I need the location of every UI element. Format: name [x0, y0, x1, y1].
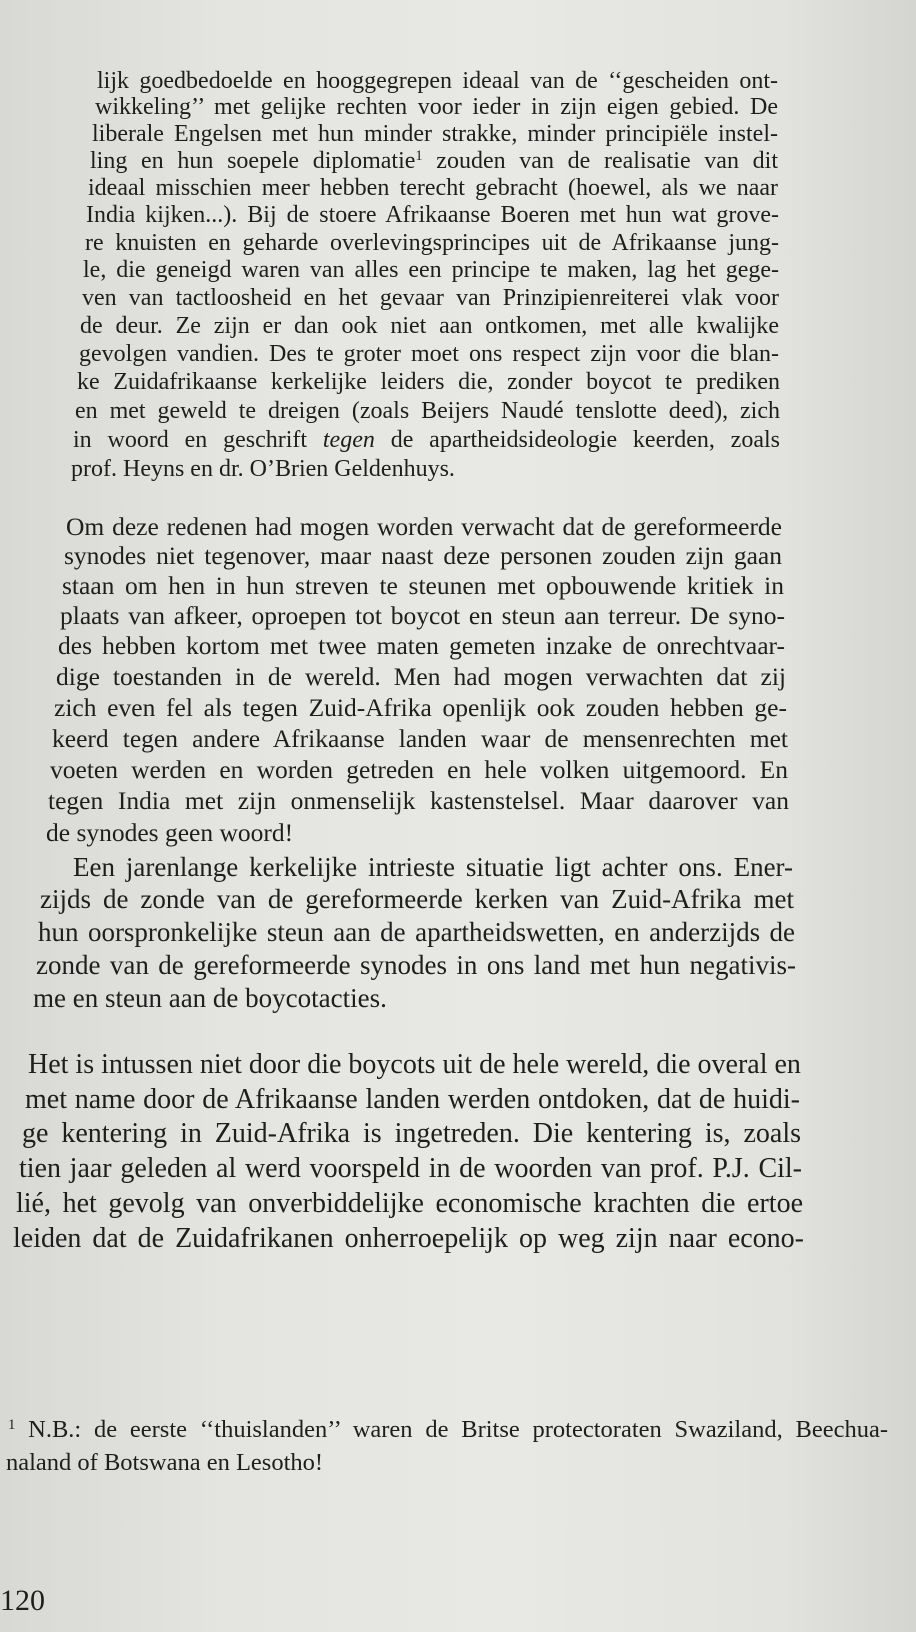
text-line: zonde van de gereformeerde synodes in ons land met hun negativis-: [36, 950, 796, 980]
text-line: voeten werden en worden getreden en hele volken uitgemoord. En: [50, 755, 788, 784]
text-segment: ling en hun soepele diplomatie: [90, 148, 416, 174]
footnote-line: naland of Botswana en Lesotho!: [6, 1449, 324, 1476]
text-line: de deur. Ze zijn er dan ook niet aan ontkomen, met alle kwalijke: [80, 313, 779, 339]
text-line: des hebben kortom met twee maten gemeten inzake de onrechtvaar-: [58, 631, 785, 660]
text-line: prof. Heyns en dr. O’Brien Geldenhuys.: [71, 456, 455, 482]
text-line: India kijken...). Bij de stoere Afrikaanse Boeren met hun wat grove-: [86, 202, 779, 228]
text-line: plaats van afkeer, oproepen tot boycot en steun aan terreur. De syno-: [60, 601, 785, 630]
page-number: 120: [0, 1584, 45, 1617]
text-line: tegen India met zijn onmenselijk kastenstelsel. Maar daarover van: [48, 786, 789, 815]
text-line: ke Zuidafrikaanse kerkelijke leiders die, zonder boycot te prediken: [77, 369, 780, 395]
text-line: Een jarenlange kerkelijke intrieste situatie ligt achter ons. Ener-: [73, 852, 793, 882]
text-line: lijk goedbedoelde en hooggegrepen ideaal van de ‘‘gescheiden ont-: [97, 68, 778, 94]
text-line: ge kentering in Zuid-Afrika is ingetreden. Die kentering is, zoals: [22, 1118, 801, 1149]
text-line: [73, 428, 780, 452]
text-line: en met geweld te dreigen (zoals Beijers Naudé tenslotte deed), zich: [75, 398, 780, 424]
text-line: wikkeling’’ met gelijke rechten voor ieder in zijn eigen gebied. De: [95, 94, 778, 120]
footnote-marker: 1: [8, 1416, 16, 1433]
text-line: ideaal misschien meer hebben terecht gebracht (hoewel, als we naar: [88, 175, 778, 201]
text-line: tien jaar geleden al werd voorspeld in de woorden van prof. P.J. Cil-: [19, 1153, 802, 1184]
text-line: met name door de Afrikaanse landen werden ontdoken, dat de huidi-: [25, 1084, 800, 1115]
text-line: me en steun aan de boycotacties.: [33, 983, 387, 1013]
footnote-line: [8, 1418, 888, 1443]
text-line: re knuisten en geharde overlevingsprincipes uit de Afrikaanse jung-: [85, 230, 779, 256]
text-line: liberale Engelsen met hun minder strakke, minder principiële instel-: [92, 121, 778, 147]
footnote-reference: 1: [415, 148, 423, 165]
text-segment: zouden van de realisatie van dit: [422, 148, 778, 174]
text-line: de synodes geen woord!: [46, 818, 294, 847]
text-line: leiden dat de Zuidafrikanen onherroepelijk op weg zijn naar econo-: [13, 1223, 804, 1254]
text-line: staan om hen in hun streven te steunen met opbouwende kritiek in: [62, 571, 784, 600]
text-line: dige toestanden in de wereld. Men had mogen verwachten dat zij: [56, 662, 786, 691]
text-line: gevolgen vandien. Des te groter moet ons respect zijn voor die blan-: [79, 341, 779, 367]
text-line: lié, het gevolg van onverbiddelijke economische krachten die ertoe: [16, 1188, 803, 1219]
text-line: le, die geneigd waren van alles een principe te maken, lag het gege-: [83, 257, 779, 283]
text-line: [90, 149, 778, 173]
text-line: hun oorspronkelijke steun aan de apartheidswetten, en anderzijds de: [38, 917, 795, 947]
text-line: keerd tegen andere Afrikaanse landen waar de mensenrechten met: [52, 724, 788, 753]
text-line: synodes niet tegenover, maar naast deze personen zouden zijn gaan: [64, 541, 782, 570]
text-segment: de apartheidsideologie keerden, zoals: [374, 427, 780, 453]
emphasis-text: tegen: [322, 427, 375, 453]
text-line: ven van tactloosheid en het gevaar van Prinzipienreiterei vlak voor: [82, 285, 779, 311]
text-line: Het is intussen niet door die boycots uit de hele wereld, die overal en: [28, 1049, 801, 1080]
text-line: Om deze redenen had mogen worden verwacht dat de gereformeerde: [66, 512, 782, 541]
text-segment: N.B.: de eerste ‘‘thuislanden’’ waren de Britse protectoraten Swaziland, Beechua-: [15, 1416, 888, 1443]
text-line: zijds de zonde van de gereformeerde kerken van Zuid-Afrika met: [40, 884, 794, 914]
text-segment: in woord en geschrift: [73, 427, 323, 453]
text-line: zich even fel als tegen Zuid-Afrika openlijk ook zouden hebben ge-: [54, 693, 787, 722]
